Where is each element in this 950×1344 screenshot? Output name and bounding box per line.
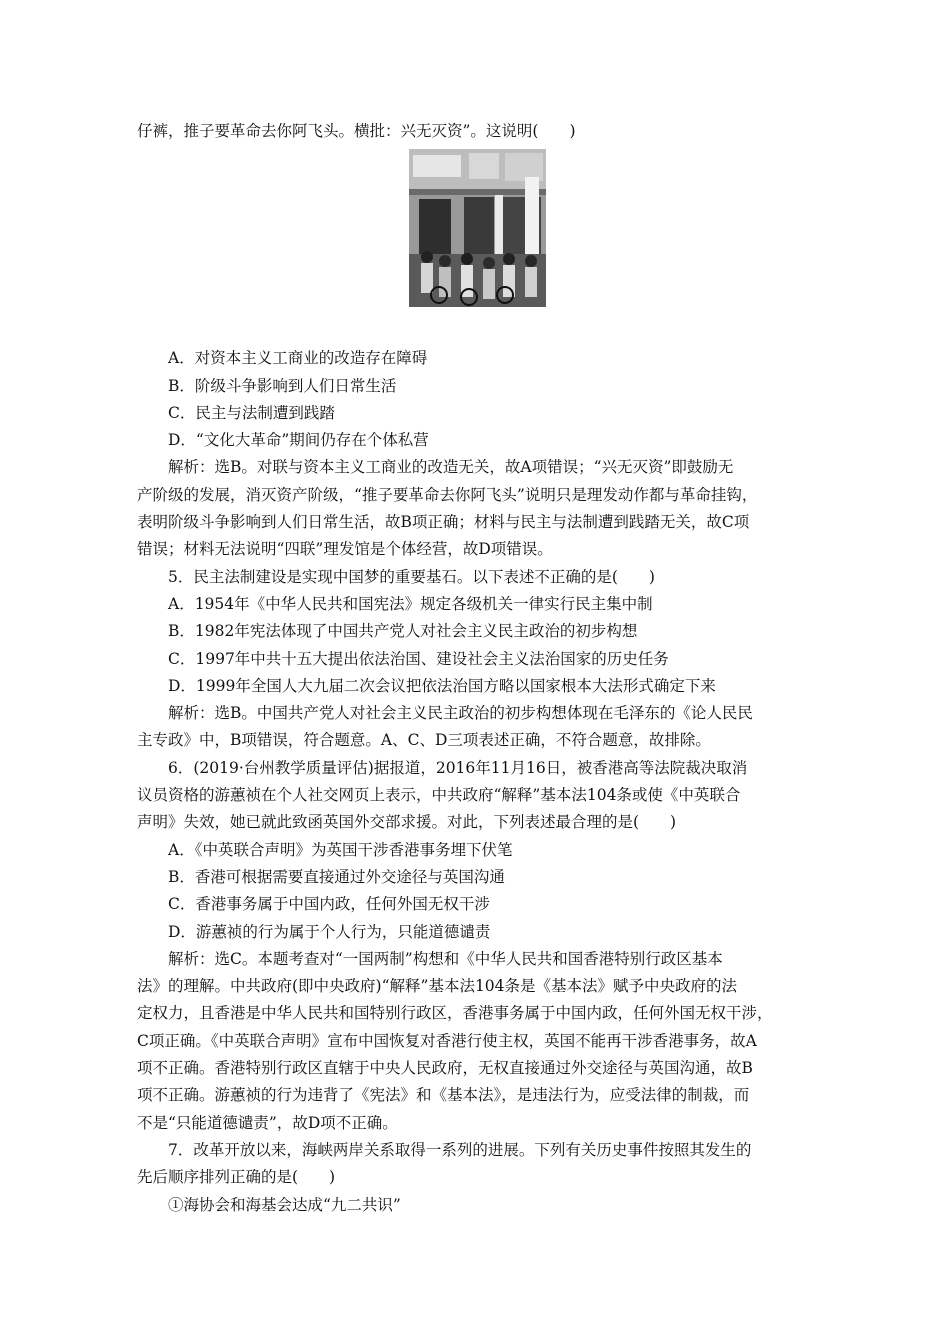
q6-analysis-line: 项不正确。游蕙祯的行为违背了《宪法》和《基本法》，是违法行为，应受法律的制裁，而 xyxy=(137,1086,750,1105)
photo-container xyxy=(137,145,817,345)
q6-analysis-line: 定权力，且香港是中华人民共和国特别行政区，香港事务属于中国内政，任何外国无权干涉， xyxy=(137,1004,773,1023)
q6-option-b: B．香港可根据需要直接通过外交途径与英国沟通 xyxy=(168,867,505,886)
q6-analysis-line: 法》的理解。中共政府(即中央政府)“解释”基本法104条是《基本法》赋予中央政府的法 xyxy=(137,977,738,996)
q4-analysis-line: 解析：选B。对联与资本主义工商业的改造无关，故A项错误；“兴无灭资”即鼓励无 xyxy=(168,458,734,477)
q6-stem-line: 6．(2019·台州教学质量评估)据报道，2016年11月16日，被香港高等法院裁决取消 xyxy=(168,758,748,777)
q6-analysis-line: C项正确。《中英联合声明》宣布中国恢复对香港行使主权，英国不能再干涉香港事务，故A xyxy=(137,1031,757,1050)
q7-stem-line: 7．改革开放以来，海峡两岸关系取得一系列的进展。下列有关历史事件按照其发生的 xyxy=(168,1140,752,1159)
barbershop-photo xyxy=(409,149,546,307)
q6-option-c: C．香港事务属于中国内政，任何外国无权干涉 xyxy=(168,895,490,914)
q4-analysis-line: 表明阶级斗争影响到人们日常生活，故B项正确；材料与民主与法制遭到践踏无关，故C项 xyxy=(137,513,750,532)
q4-analysis-line: 产阶级的发展，消灭资产阶级，“推子要革命去你阿飞头”说明只是理发动作都与革命挂钩， xyxy=(137,485,758,504)
q5-option-d: D．1999年全国人大九届二次会议把依法治国方略以国家根本大法形式确定下来 xyxy=(168,676,716,695)
q6-stem-line: 声明》失效，她已就此致函英国外交部求援。对此，下列表述最合理的是( ) xyxy=(137,813,677,832)
q7-item: ①海协会和海基会达成“九二共识” xyxy=(168,1195,401,1214)
q6-analysis-line: 不是“只能道德谴责”，故D项不正确。 xyxy=(137,1113,398,1132)
q5-analysis-line: 主专政》中，B项错误，符合题意。A、C、D三项表述正确，不符合题意，故排除。 xyxy=(137,731,711,750)
q4-analysis-line: 错误；材料无法说明“四联”理发馆是个体经营，故D项错误。 xyxy=(137,540,553,559)
q6-stem-line: 议员资格的游蕙祯在个人社交网页上表示，中共政府“解释”基本法104条或使《中英联合 xyxy=(137,786,741,805)
q5-stem: 5．民主法制建设是实现中国梦的重要基石。以下表述不正确的是( ) xyxy=(168,567,655,586)
q4-option-d: D．“文化大革命”期间仍存在个体私营 xyxy=(168,431,429,450)
q4-option-c: C．民主与法制遭到践踏 xyxy=(168,403,335,422)
q5-option-c: C．1997年中共十五大提出依法治国、建设社会主义法治国家的历史任务 xyxy=(168,649,669,668)
q6-option-d: D．游蕙祯的行为属于个人行为，只能道德谴责 xyxy=(168,922,491,941)
q6-analysis-line: 项不正确。香港特别行政区直辖于中央人民政府，无权直接通过外交途径与英国沟通，故B xyxy=(137,1059,753,1078)
q4-option-b: B．阶级斗争影响到人们日常生活 xyxy=(168,376,397,395)
document-page xyxy=(137,118,817,1219)
q6-analysis-line: 解析：选C。本题考查对“一国两制”构想和《中华人民共和国香港特别行政区基本 xyxy=(168,949,723,968)
q6-option-a: A．《中英联合声明》为英国干涉香港事务埋下伏笔 xyxy=(168,840,513,859)
q4-stem-tail: 仔裤，推子要革命去你阿飞头。横批：兴无灭资”。这说明( ) xyxy=(137,122,576,140)
q5-analysis-line: 解析：选B。中国共产党人对社会主义民主政治的初步构想体现在毛泽东的《论人民民 xyxy=(168,704,753,723)
q5-option-a: A．1954年《中华人民共和国宪法》规定各级机关一律实行民主集中制 xyxy=(168,594,653,613)
q4-option-a: A．对资本主义工商业的改造存在障碍 xyxy=(168,349,428,368)
q7-stem-line: 先后顺序排列正确的是( ) xyxy=(137,1168,336,1187)
q5-option-b: B．1982年宪法体现了中国共产党人对社会主义民主政治的初步构想 xyxy=(168,622,638,641)
